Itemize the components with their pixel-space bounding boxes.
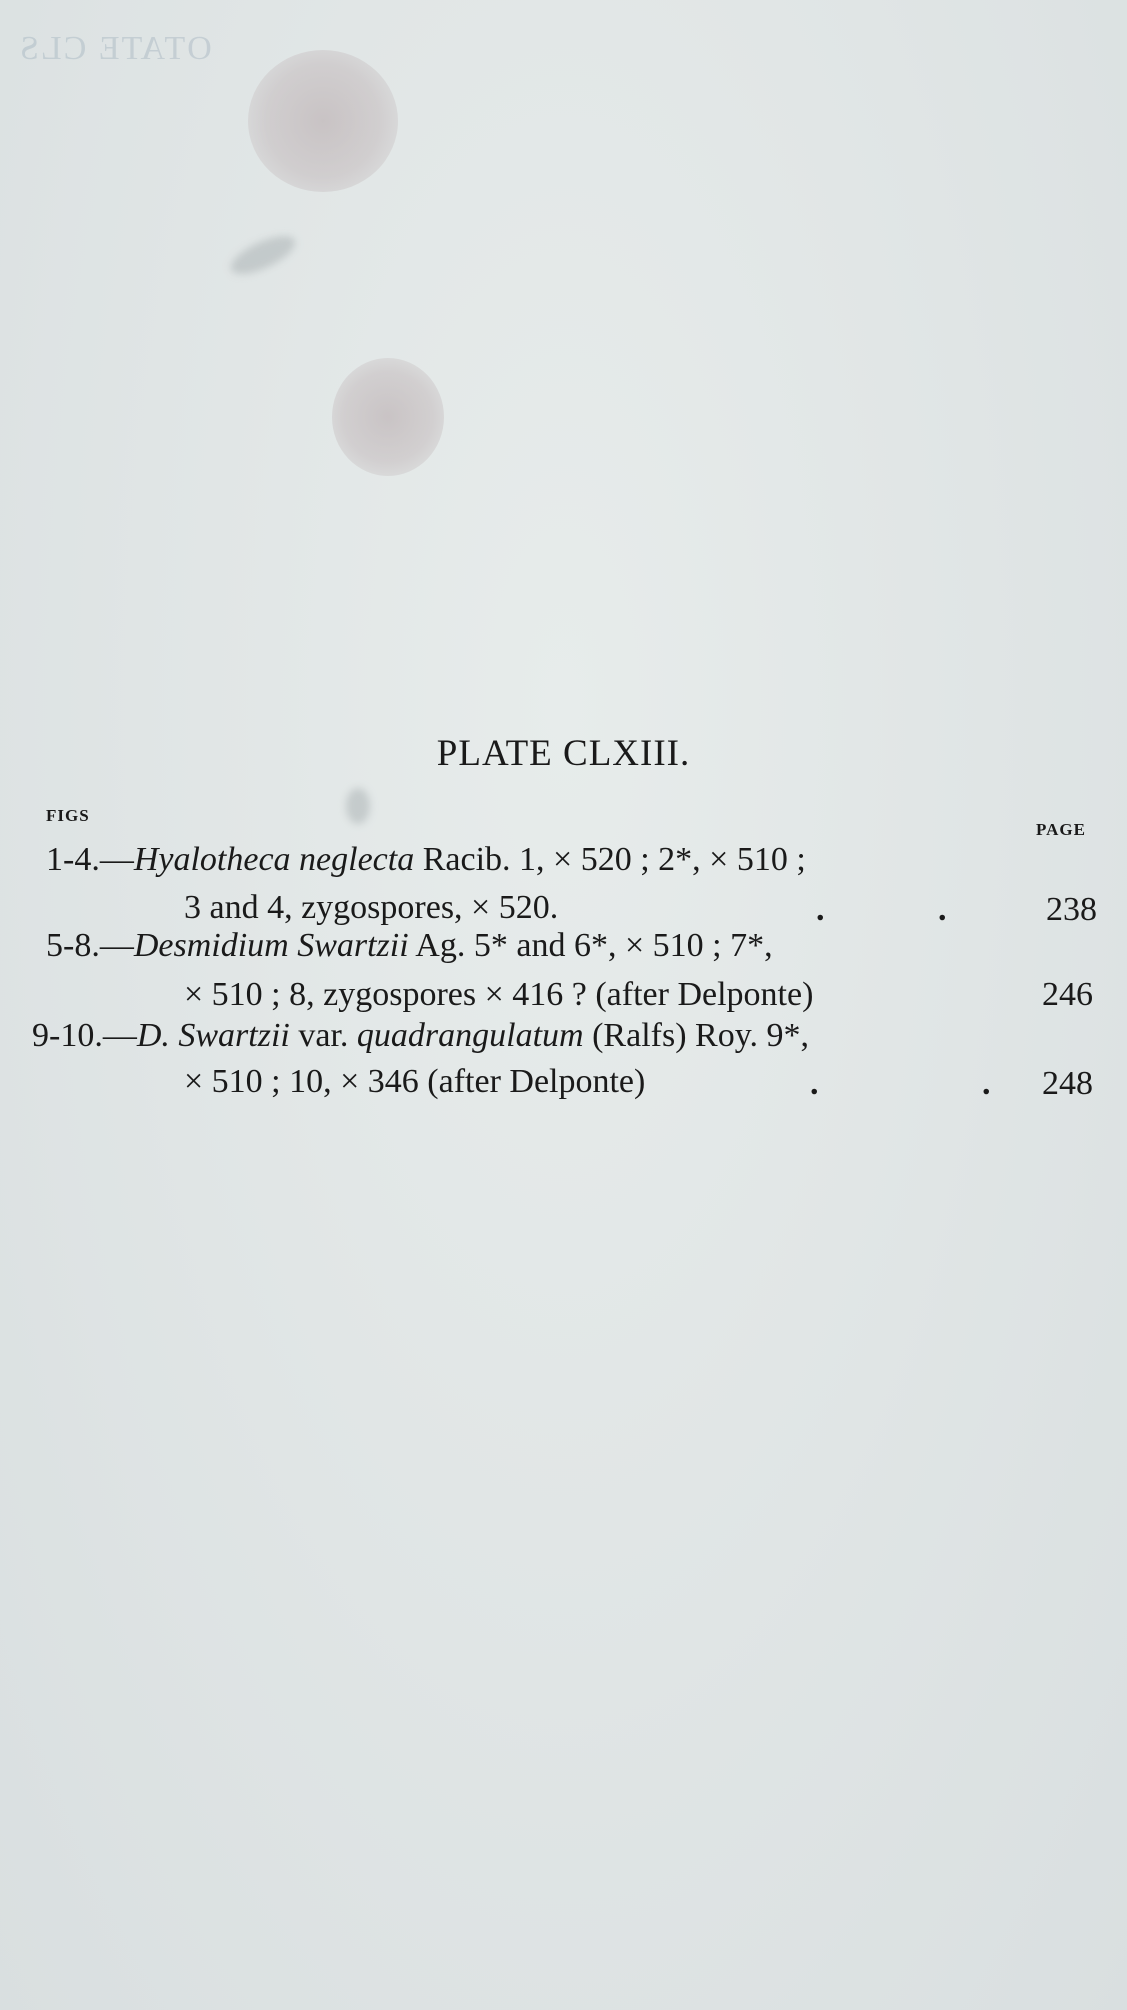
smudge-small bbox=[226, 228, 300, 281]
page-title: PLATE CLXIII. bbox=[436, 733, 691, 774]
page-header: PAGE bbox=[1036, 820, 1086, 839]
entry-1-leader: . . bbox=[816, 891, 947, 928]
entry-1-line-1 bbox=[46, 840, 806, 880]
entry-species: Desmidium Swartzii bbox=[133, 927, 409, 964]
entry-species: Hyalotheca neglecta bbox=[133, 841, 415, 878]
entry-detail: Racib. 1, × 520 ; 2*, × 510 ; bbox=[414, 841, 806, 878]
entry-variety: quadrangulatum bbox=[356, 1017, 584, 1054]
entry-2-line-1 bbox=[46, 926, 773, 966]
entry-2-line-2 bbox=[184, 975, 813, 1015]
entry-species: D. Swartzii bbox=[136, 1017, 290, 1054]
entry-detail: var. bbox=[289, 1017, 357, 1054]
entry-figs: 5-8.— bbox=[46, 927, 134, 964]
entry-detail: Ag. 5* and 6*, × 510 ; 7*, bbox=[408, 927, 773, 964]
entry-3-leader: . . bbox=[810, 1065, 991, 1102]
smudge-dash bbox=[346, 788, 370, 824]
bleed-through-text: OTATE CLS bbox=[18, 30, 212, 67]
stain-middle bbox=[332, 358, 444, 476]
entry-detail: (Ralfs) Roy. 9*, bbox=[583, 1017, 809, 1054]
entry-figs: 9-10.— bbox=[32, 1017, 137, 1054]
entry-1-line-2 bbox=[184, 888, 558, 928]
entry-3-line-1 bbox=[32, 1016, 809, 1056]
stain-top bbox=[248, 50, 398, 192]
entry-detail-2: × 510 ; 10, × 346 (after Delponte) bbox=[184, 1063, 646, 1100]
entry-1-page: 238 bbox=[1046, 891, 1097, 928]
entry-3-page: 248 bbox=[1042, 1065, 1093, 1102]
entry-figs: 1-4.— bbox=[46, 841, 134, 878]
entry-detail-2: × 510 ; 8, zygospores × 416 ? (after Delponte) bbox=[184, 976, 814, 1013]
entry-detail-2: 3 and 4, zygospores, × 520. bbox=[184, 889, 559, 926]
entry-2-page: 246 bbox=[1042, 976, 1093, 1013]
figs-header: FIGS bbox=[46, 806, 90, 825]
entry-3-line-2 bbox=[184, 1062, 645, 1102]
